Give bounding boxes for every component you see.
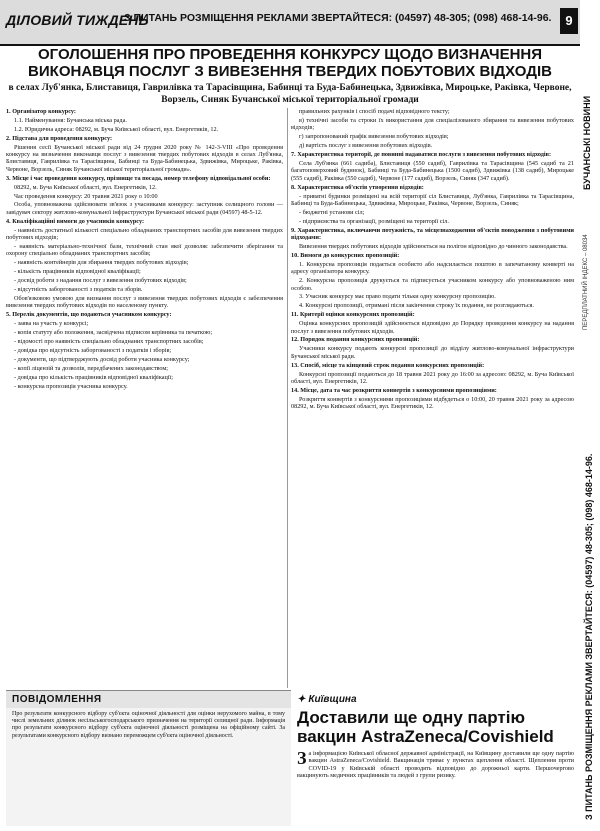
section-brand: ДІЛОВИЙ ТИЖДЕНЬ: [6, 12, 149, 28]
paragraph: 1.1. Найменування: Бучанська міська рада.: [14, 116, 127, 124]
news-dropcap: З: [297, 748, 307, 768]
article-column-right: [291, 108, 574, 686]
section-heading: 5. Перелік документів, що подаються учасником конкурсу:: [6, 311, 172, 319]
sidebar-newspaper-name: БУЧАНСЬКІ НОВИНИ: [582, 95, 592, 190]
paragraph: - документи, що підтверджують досвід роботи учасника конкурсу;: [14, 355, 190, 363]
news-rubric: [297, 694, 574, 705]
header-ad-line: З ПИТАНЬ РОЗМІЩЕННЯ РЕКЛАМИ ЗВЕРТАЙТЕСЯ: (04597) 48-305; (098) 468-14-96.: [124, 12, 552, 24]
section-heading: 13. Спосіб, місце та кінцевий строк подання конкурсних пропозицій:: [291, 361, 485, 369]
paragraph: 1.2. Юридична адреса: 08292, м. Буча Київської області, вул. Енергетиків, 12.: [14, 125, 219, 133]
page-header: [0, 0, 580, 46]
notice-title: ПОВІДОМЛЕННЯ: [6, 691, 291, 708]
paragraph: - кількість працівників відповідної кваліфікації;: [14, 268, 141, 276]
news-item: [297, 690, 574, 825]
paragraph: 08292, м. Буча Київської області, вул. Енергетиків, 12.: [14, 183, 157, 191]
sidebar-ad-line: З ПИТАНЬ РОЗМІЩЕННЯ РЕКЛАМИ ЗВЕРТАЙТЕСЯ: (04597) 48-305; (098) 468-14-96.: [584, 453, 594, 820]
paragraph: - конкурсна пропозиція учасника конкурсу.: [14, 382, 128, 390]
paragraph: - підприємства та організації, розміщені на території сіл.: [299, 217, 449, 225]
paragraph: - заява на участь у конкурсі;: [14, 320, 89, 328]
section-heading: 10. Вимоги до конкурсних пропозицій:: [291, 251, 400, 259]
paragraph: в) технічні засоби та строки їх використання для спеціалізованого збирання та вивезення побутових відходів;: [291, 116, 574, 132]
paragraph: Конкурсні пропозиції подаються до 18 травня 2021 року до 16:00 за адресою: 08292, м. Буча Київської області, вул. Енергетиків, 12.: [291, 370, 574, 385]
section-heading: 3. Місце і час проведення конкурсу, прізвище та посада, номер телефону відповідальної особи:: [6, 174, 271, 182]
paragraph: - копія статуту або положення, засвідчена підписом керівника та печаткою;: [14, 329, 213, 337]
paragraph: Учасники конкурсу подають конкурсні пропозиції до відділу житлово-комунальної інфраструктури Бучанської міської ради.: [291, 345, 574, 360]
section-heading: 2. Підстава для проведення конкурсу:: [6, 134, 113, 142]
paragraph: 2. Конкурсна пропозиція друкується та підписується учасником конкурсу або уповноваженою ним особою.: [291, 277, 574, 292]
section-heading: 12. Порядок подання конкурсних пропозицій:: [291, 336, 420, 344]
paragraph: - наявність достатньої кількості спеціально обладнаних транспортних засобів для вивезення твердих побутових відходів;: [6, 226, 283, 242]
section-heading: 8. Характеристика об'єктів утворення відходів:: [291, 183, 424, 191]
paragraph: г) запропонований графік вивезення побутових відходів;: [299, 133, 449, 141]
paragraph: Оцінка конкурсних пропозицій здійснюється відповідно до Порядку проведення конкурсу на надання послуг з вивезення побутових відходів.: [291, 320, 574, 335]
section-heading: 9. Характеристика, включаючи потужність, та місцезнаходження об'єктів поводження з побутовими відходами:: [291, 226, 574, 242]
paragraph: Особа, уповноважена здійснювати зв'язок з учасниками конкурсу: заступник селищного голови — завідувач сектору житлово-комунальної інфраструктури Бучанської міської ради (04597) 48-5-12.: [6, 201, 283, 216]
news-body-text: а інформацією Київської обласної державної адміністрації, на Київщину доставили ще одну партію вакцин AstraZeneca/Covishield. Вакцинація триває у пунктах щеплення області. Щеплення проти COVID-19 у Київській області проводять відповідно до дорожньої карти. Першочергово вакцинують медичних працівників та людей з групи ризику.: [297, 750, 574, 780]
paragraph: 3. Учасник конкурсу має право подати тільки одну конкурсну пропозицію.: [299, 293, 496, 301]
paragraph: Рішення сесії Бучанської міської ради від 24 грудня 2020 року № 142-3-VIII «Про проведення конкурсу на визначення виконавця послуг з вивезення твердих побутових відходів в селах Луб'янка, Блиставиця, Гаврилівка та Тарасівщина, Бабинці та Буда-Бабинецька, Здвижівка, Мироцьке, Раківка, Червоне, Ворзель, Синяк Бучанської міської територіальної громади».: [6, 143, 283, 173]
paragraph: д) вартість послуг з вивезення побутових відходів.: [299, 142, 433, 150]
news-body: [297, 750, 574, 780]
paragraph: - довідка про відсутність заборгованості з податків і зборів;: [14, 346, 172, 354]
section-heading: 7. Характеристика території, де повинні надаватися послуги з вивезення побутових відходів:: [291, 151, 551, 159]
paragraph: Розкриття конвертів з конкурсними пропозиціями відбудеться о 10:00, 20 травня 2021 року за адресою 08292, м. Буча Київської області, вул. Енергетиків, 12.: [291, 395, 574, 411]
section-heading: 11. Критерії оцінки конкурсних пропозицій:: [291, 311, 415, 319]
paragraph: 4. Конкурсні пропозиції, отримані після закінчення строку їх подання, не розглядаються.: [299, 302, 534, 310]
paragraph: - копії ліцензій та дозволів, передбачених законодавством;: [14, 364, 169, 372]
paragraph: - довідка про кількість працівників відповідної кваліфікації;: [14, 373, 173, 381]
article-subtitle: в селах Луб'янка, Блиставиця, Гаврилівка та Тарасівщина, Бабинці та Буда-Бабинецька, Здвижівка, Мироцьке, Раківка, Червоне, Ворзель, Синяк Бучанської міської територіальної громади: [8, 83, 572, 105]
paragraph: - бюджетні установи сіл;: [299, 208, 365, 216]
sidebar-subscription-index: ПЕРЕДПЛАТНИЙ ІНДЕКС – 08034: [583, 234, 589, 330]
section-heading: 4. Кваліфікаційні вимоги до учасників конкурсу:: [6, 217, 145, 225]
star-icon: ✦: [297, 694, 306, 705]
paragraph: Вивезення твердих побутових відходів здійснюється на полігон відповідно до чинного законодавства.: [299, 243, 568, 250]
paragraph: 1. Конкурсна пропозиція подається особисто або надсилається поштою в запечатаному конверті на адресу організатора конкурсу.: [291, 260, 574, 276]
paragraph: - досвід роботи з надання послуг з вивезення побутових відходів;: [14, 277, 187, 285]
section-heading: 1. Організатор конкурсу:: [6, 108, 76, 115]
paragraph: - відомості про наявність спеціально обладнаних транспортних засобів;: [14, 337, 204, 345]
notice-box: [6, 690, 291, 826]
page-number: 9: [560, 8, 578, 34]
notice-body: Про результати конкурсного відбору суб'єкта оціночної діяльності для оцінки нерухомого майна, в тому числі земельних ділянок несільськогосподарського призначення на території селищної ради. Інформація про результати конкурсного відбору суб'єкта оціночної діяльності розміщена на офіційному сайті. За результатами конкурсного відбору визнано переможцем суб'єкта оціночної діяльності.: [12, 711, 285, 739]
news-headline: Доставили ще одну партію вакцин AstraZeneca/Covishield: [297, 708, 554, 746]
paragraph: Час проведення конкурсу: 20 травня 2021 року о 10:00: [14, 192, 158, 200]
paragraph: правильних рахунків і спосіб подачі відповідного тексту;: [299, 108, 450, 115]
paragraph: - наявність матеріально-технічної бази, технічний стан якої дозволяє забезпечити зберігання та охорону спеціально обладнаних транспортних засобів;: [6, 243, 283, 258]
paragraph: - приватні будинки розміщені на всій території сіл Блиставиця, Луб'янка, Гаврилівка та Тарасівщина, Бабинці та Буда-Бабинецька, Здвижівка, Мироцьке, Раківка, Червоне, Ворзель, Синяк;: [291, 192, 574, 207]
column-divider: [287, 108, 288, 688]
news-rubric-label: Київщина: [308, 694, 357, 705]
article-title: ОГОЛОШЕННЯ ПРО ПРОВЕДЕННЯ КОНКУРСУ ЩОДО ВИЗНАЧЕННЯ ВИКОНАВЦЯ ПОСЛУГ З ВИВЕЗЕННЯ ТВЕРДИХ ПОБУТОВИХ ВІДХОДІВ: [28, 46, 552, 80]
paragraph: Села Луб'янка (661 садиба), Блиставиця (550 садиб), Гаврилівка та Тарасівщина (545 садиб та 21 багатоповерховий будинок), Бабинці та Буда-Бабинецька (1500 садиб), Здвижівка (138 садиб), Мироцьке (555 садиб), Раківка (550 садиб), Червоне (177 садиб), Ворзель, Синяк (347 садиб).: [291, 159, 574, 182]
right-sidebar: [580, 0, 600, 831]
section-heading: 14. Місце, дата та час розкриття конвертів з конкурсними пропозиціями:: [291, 386, 497, 394]
article-column-left: [6, 108, 283, 686]
paragraph: - відсутність заборгованості з податків та зборів.: [14, 286, 143, 294]
paragraph: Обов'язковою умовою для визнання послуг з вивезення твердих побутових відходів є забезпечення вивезення твердих побутових відходів по населеному пункту.: [6, 294, 283, 310]
paragraph: - наявність контейнерів для збирання твердих побутових відходів;: [14, 259, 189, 267]
